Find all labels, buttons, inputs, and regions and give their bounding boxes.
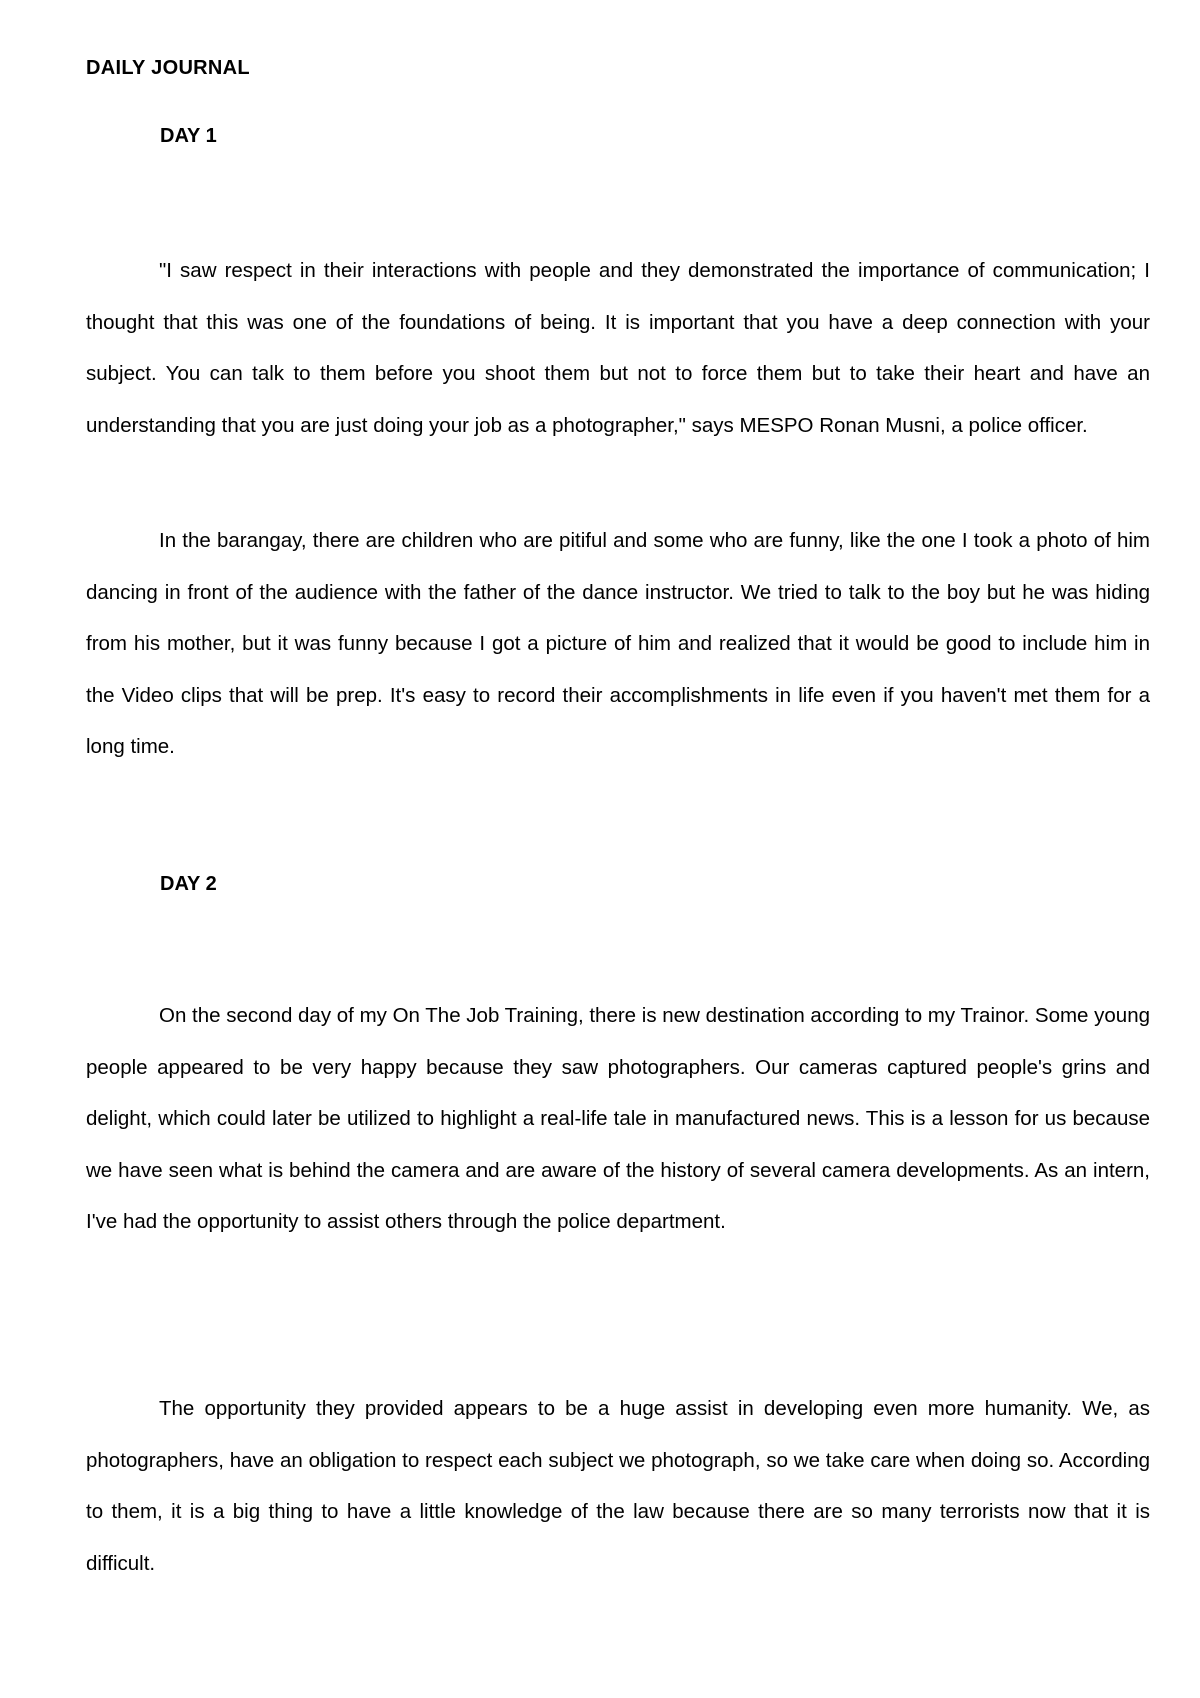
day-2-heading: DAY 2 [160,873,217,895]
day-1-paragraph-1: "I saw respect in their interactions with people and they demonstrated the importance of communication; I thought that this was one of the foundations of being. It is important that you have a deep connection with your subject. You can talk to them before you shoot them but not to force them but to take their heart and have an understanding that you are just doing your job as a photographer," says MESPO Ronan Musni, a police officer. [86,259,1150,437]
day-1-heading: DAY 1 [160,125,217,147]
document-title: DAILY JOURNAL [86,57,250,79]
day-1-paragraph-2: In the barangay, there are children who are pitiful and some who are funny, like the one I took a photo of him dancing in front of the audience with the father of the dance instructor. We tried to talk to the boy but he was hiding from his mother, but it was funny because I got a picture of him and realized that it would be good to include him in the Video clips that will be prep. It's easy to record their accomplishments in life even if you haven't met them for a long time. [86,529,1150,758]
day-2-paragraph-1: On the second day of my On The Job Training, there is new destination according to my Trainor. Some young people appeared to be very happy because they saw photographers. Our cameras captured people's grins and delight, which could later be utilized to highlight a real-life tale in manufactured news. This is a lesson for us because we have seen what is behind the camera and are aware of the history of several camera developments. As an intern, I've had the opportunity to assist others through the police department. [86,1004,1150,1233]
day-2-paragraph-2: The opportunity they provided appears to be a huge assist in developing even more humanity. We, as photographers, have an obligation to respect each subject we photograph, so we take care when doing so. According to them, it is a big thing to have a little knowledge of the law because there are so many terrorists now that it is difficult. [86,1397,1150,1575]
